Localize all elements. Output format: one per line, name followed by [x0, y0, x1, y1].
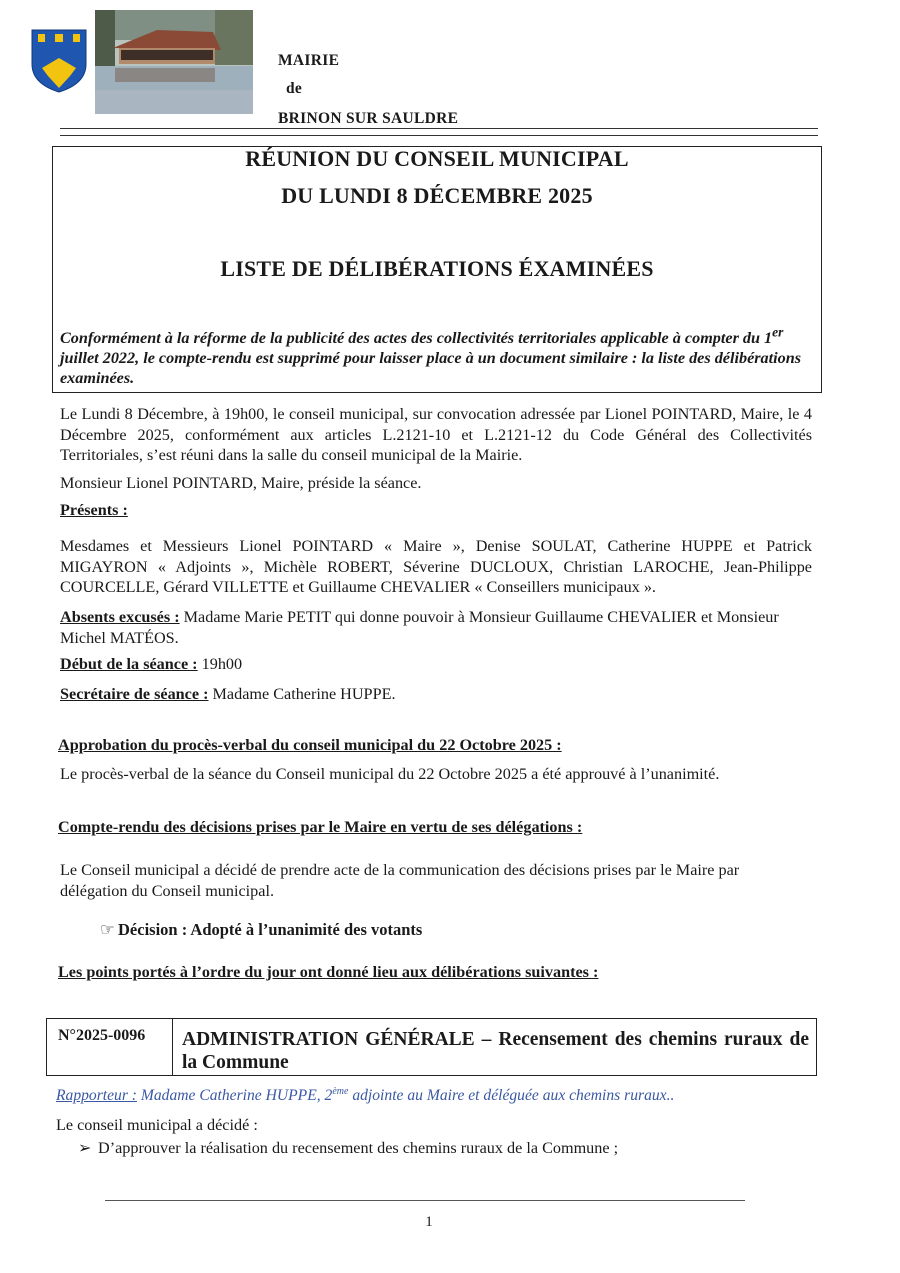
ordre-du-jour-heading: Les points portés à l’ordre du jour ont donné lieu aux délibérations suivantes : — [58, 963, 599, 981]
president-line: Monsieur Lionel POINTARD, Maire, préside la séance. — [60, 474, 422, 492]
absents-paragraph: Absents excusés : Madame Marie PETIT qui donne pouvoir à Monsieur Guillaume CHEVALIER et Monsieur Michel MATÉOS. — [60, 608, 779, 647]
coat-of-arms-icon — [30, 28, 88, 94]
deliberation-title: ADMINISTRATION GÉNÉRALE – Recensement des chemins ruraux de la Commune — [182, 1029, 809, 1073]
arrow-bullet-icon: ➢ — [78, 1139, 92, 1157]
presents-label: Présents : — [60, 501, 128, 519]
table-divider — [172, 1018, 173, 1076]
deliberation-number: N°2025-0096 — [58, 1027, 146, 1044]
header-rule — [60, 135, 818, 136]
approbation-text: Le procès-verbal de la séance du Conseil municipal du 22 Octobre 2025 a été approuvé à l’unanimité. — [60, 765, 720, 783]
compte-rendu-text: Le Conseil municipal a décidé de prendre acte de la communication des décisions prises par le Maire par délégation du Conseil municipal. — [60, 861, 740, 900]
meeting-title: RÉUNION DU CONSEIL MUNICIPAL — [245, 146, 629, 171]
pointing-hand-icon: ☞ — [100, 920, 115, 939]
debut-line: Début de la séance : 19h00 — [60, 655, 243, 673]
mairie-de: de — [286, 80, 303, 97]
decision-line: ☞ Décision : Adopté à l’unanimité des votants — [100, 920, 423, 939]
lavoir-photo — [95, 10, 253, 114]
intro-note: Conformément à la réforme de la publicité des actes des collectivités territoriales applicable à compter du 1er juillet 2022, le compte-rendu est supprimé pour laisser place à un document similaire : la liste des délibérations examinées. — [60, 324, 802, 387]
document-title: LISTE DE DÉLIBÉRATIONS ÉXAMINÉES — [220, 256, 654, 281]
approbation-heading: Approbation du procès-verbal du conseil municipal du 22 Octobre 2025 : — [58, 736, 562, 754]
mairie-label: MAIRIE — [278, 52, 340, 69]
meeting-date: DU LUNDI 8 DÉCEMBRE 2025 — [281, 183, 593, 208]
secretaire-line: Secrétaire de séance : Madame Catherine HUPPE. — [60, 685, 396, 703]
page-number: 1 — [425, 1214, 433, 1230]
decided-line: Le conseil municipal a décidé : — [56, 1116, 258, 1134]
header-rule — [60, 128, 818, 129]
rapporteur-line: Rapporteur : Madame Catherine HUPPE, 2ème adjointe au Maire et déléguée aux chemins ruraux.. — [56, 1085, 675, 1104]
commune-name: BRINON SUR SAULDRE — [278, 110, 459, 127]
list-item: ➢ D’approuver la réalisation du recensement des chemins ruraux de la Commune ; — [78, 1139, 619, 1157]
convocation-paragraph: Le Lundi 8 Décembre, à 19h00, le conseil municipal, sur convocation adressée par Lionel POINTARD, Maire, le 4 Décembre 2025, conformément aux articles L.2121-10 et L.2121-12 du Code Général des Collectivités Territoriales, s’est réuni dans la salle du conseil municipal de la Mairie. — [60, 405, 812, 464]
compte-rendu-heading: Compte-rendu des décisions prises par le Maire en vertu de ses délégations : — [58, 818, 583, 836]
presents-list: Mesdames et Messieurs Lionel POINTARD « Maire », Denise SOULAT, Catherine HUPPE et Patrick MIGAYRON « Adjoints », Michèle ROBERT, Séverine DUCLOUX, Christian LAROCHE, Jean-Philippe COURCELLE, Gérard VILLETTE et Guillaume CHEVALIER « Conseillers municipaux ». — [60, 537, 812, 596]
footer-rule — [105, 1200, 745, 1201]
